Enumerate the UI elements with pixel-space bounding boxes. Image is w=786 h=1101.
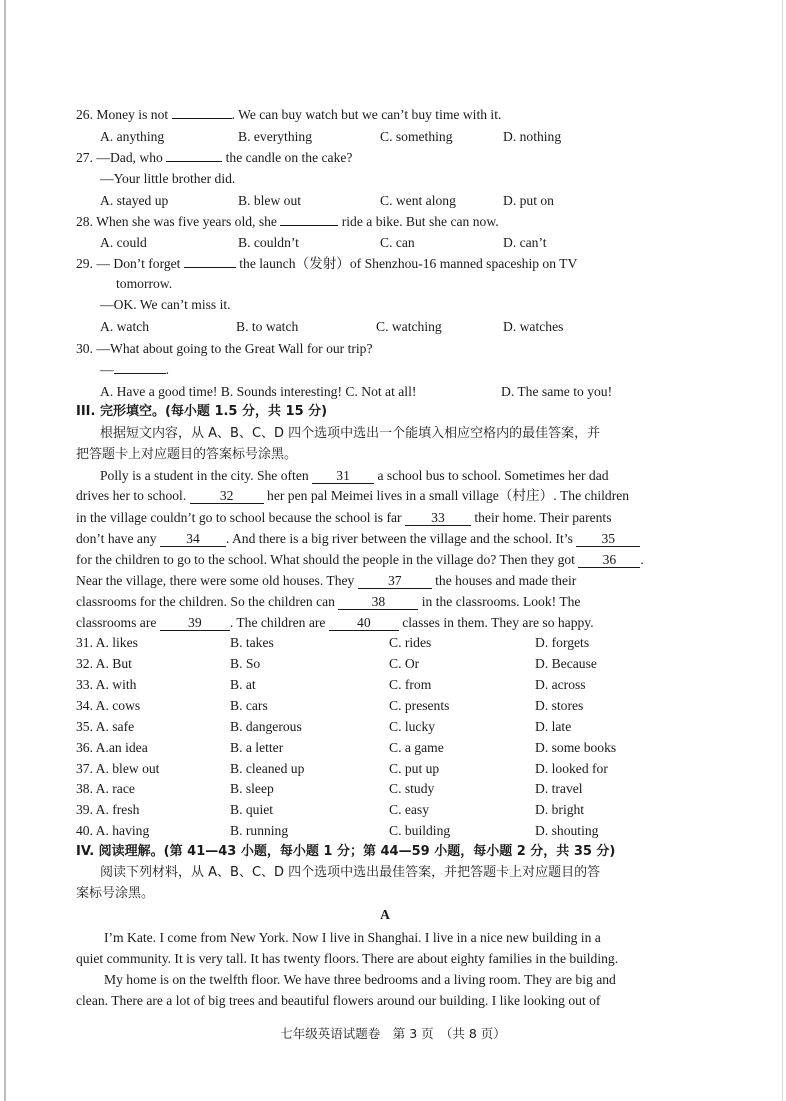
cloze-blank-34: 34 (160, 531, 226, 547)
q27-option-a: A. stayed up (100, 193, 169, 208)
answer-blank (280, 213, 338, 226)
question-29-line2: tomorrow. (116, 276, 173, 291)
cloze-option-d: D. across (535, 677, 586, 692)
page-footer: 七年级英语试题卷 第 3 页 （共 8 页） (280, 1026, 506, 1041)
question-30-reply: — . (100, 362, 169, 377)
q27-option-d: D. put on (503, 193, 554, 208)
q28-option-c: C. can (380, 235, 415, 250)
cloze-passage-line: classrooms are 39 . The children are 40 classes in them. They are so happy. (76, 615, 594, 630)
question-26-stem: 26. Money is not . We can buy watch but we can’t buy time with it. (76, 107, 502, 122)
cloze-passage-line: for the children to go to the school. What should the people in the village do? Then they got 36 . (76, 552, 644, 567)
cloze-option-a: 34. A. cows (76, 698, 141, 713)
q26-option-c: C. something (380, 129, 453, 144)
answer-blank (166, 149, 222, 162)
cloze-option-c: C. from (389, 677, 432, 692)
cloze-option-d: D. travel (535, 781, 583, 796)
passage-a-heading: A (380, 907, 390, 922)
q29-option-a: A. watch (100, 319, 150, 334)
cloze-option-d: D. looked for (535, 761, 608, 776)
cloze-blank-36: 36 (578, 552, 640, 568)
q27-option-b: B. blew out (238, 193, 302, 208)
cloze-option-a: 38. A. race (76, 781, 135, 796)
q27-option-c: C. went along (380, 193, 456, 208)
cloze-option-b: B. cleaned up (230, 761, 305, 776)
question-29-stem: 29. — Don’t forget the launch（发射）of Shenzhou-16 manned spaceship on TV (76, 256, 578, 271)
cloze-option-d: D. Because (535, 656, 597, 671)
cloze-passage-line: don’t have any 34 . And there is a big river between the village and the school. It’s 35 (76, 530, 640, 548)
cloze-blank-40: 40 (329, 615, 399, 631)
cloze-option-c: C. put up (389, 761, 440, 776)
section-3-instruction-line1: 根据短文内容，从 A、B、C、D 四个选项中选出一个能填入相应空格内的最佳答案，并 (100, 426, 601, 441)
cloze-option-c: C. rides (389, 635, 432, 650)
cloze-option-d: D. shouting (535, 823, 599, 838)
cloze-option-b: B. at (230, 677, 256, 692)
cloze-option-a: 31. A. likes (76, 635, 138, 650)
q28-option-b: B. couldn’t (238, 235, 299, 250)
section-3-instruction-line2: 把答题卡上对应题目的答案标号涂黑。 (76, 447, 298, 462)
q26-option-a: A. anything (100, 129, 165, 144)
q29-option-c: C. watching (376, 319, 442, 334)
cloze-option-c: C. easy (389, 802, 430, 817)
cloze-option-b: B. takes (230, 635, 274, 650)
cloze-option-d: D. some books (535, 740, 617, 755)
cloze-blank-31: 31 (312, 468, 374, 484)
cloze-option-d: D. forgets (535, 635, 590, 650)
cloze-blank-39: 39 (160, 615, 230, 631)
cloze-option-a: 36. A.an idea (76, 740, 148, 755)
section-4-instruction-line2: 案标号涂黑。 (76, 886, 155, 901)
cloze-option-a: 35. A. safe (76, 719, 135, 734)
q30-option-d: D. The same to you! (501, 384, 613, 399)
cloze-option-a: 40. A. having (76, 823, 150, 838)
cloze-blank-33: 33 (405, 510, 471, 526)
cloze-option-c: C. Or (389, 656, 420, 671)
cloze-option-a: 32. A. But (76, 656, 132, 671)
answer-blank (184, 255, 236, 268)
question-27-reply: —Your little brother did. (100, 171, 236, 186)
cloze-option-b: B. running (230, 823, 289, 838)
section-3-title: III. 完形填空。(每小题 1.5 分，共 15 分) (76, 404, 328, 419)
cloze-option-a: 39. A. fresh (76, 802, 140, 817)
question-28-stem: 28. When she was five years old, she ride a bike. But she can now. (76, 214, 499, 229)
cloze-option-c: C. study (389, 781, 435, 796)
cloze-option-b: B. So (230, 656, 261, 671)
passage-a-line: clean. There are a lot of big trees and beautiful flowers around our building. I like looking out of (76, 993, 601, 1008)
q28-option-d: D. can’t (503, 235, 547, 250)
q28-option-a: A. could (100, 235, 147, 250)
cloze-option-b: B. quiet (230, 802, 274, 817)
cloze-passage-line: classrooms for the children. So the children can 38 in the classrooms. Look! The (76, 594, 581, 609)
section-4-title: IV. 阅读理解。(第 41—43 小题，每小题 1 分；第 44—59 小题，每小题 2 分，共 35 分) (76, 844, 616, 859)
cloze-option-d: D. late (535, 719, 572, 734)
cloze-option-a: 33. A. with (76, 677, 137, 692)
cloze-option-b: B. cars (230, 698, 268, 713)
cloze-blank-38: 38 (338, 594, 418, 610)
cloze-blank-37: 37 (358, 573, 432, 589)
cloze-option-c: C. a game (389, 740, 444, 755)
question-30-stem: 30. —What about going to the Great Wall for our trip? (76, 341, 373, 356)
q26-option-b: B. everything (238, 129, 312, 144)
q29-option-d: D. watches (503, 319, 564, 334)
passage-a-line: I’m Kate. I come from New York. Now I live in Shanghai. I live in a nice new building in a (104, 930, 601, 945)
cloze-option-c: C. building (389, 823, 451, 838)
section-4-instruction-line1: 阅读下列材料，从 A、B、C、D 四个选项中选出最佳答案，并把答题卡上对应题目的答 (100, 865, 601, 880)
cloze-option-d: D. stores (535, 698, 584, 713)
cloze-option-c: C. presents (389, 698, 450, 713)
answer-blank (172, 106, 232, 119)
scan-edge-left (4, 0, 6, 1101)
question-29-reply: —OK. We can’t miss it. (100, 297, 231, 312)
cloze-option-a: 37. A. blew out (76, 761, 160, 776)
q26-option-d: D. nothing (503, 129, 562, 144)
answer-blank (114, 361, 166, 374)
cloze-blank-32: 32 (190, 488, 264, 504)
passage-a-line: My home is on the twelfth floor. We have three bedrooms and a living room. They are big and (104, 972, 616, 987)
cloze-passage-line: drives her to school. 32 her pen pal Meimei lives in a small village（村庄）. The children (76, 488, 630, 503)
q30-options-abc: A. Have a good time! B. Sounds interesting! C. Not at all! (100, 384, 417, 399)
cloze-option-d: D. bright (535, 802, 585, 817)
question-27-stem: 27. —Dad, who the candle on the cake? (76, 150, 353, 165)
cloze-option-c: C. lucky (389, 719, 436, 734)
cloze-passage-line: in the village couldn’t go to school because the school is far 33 their home. Their parents (76, 510, 612, 525)
cloze-option-b: B. a letter (230, 740, 284, 755)
cloze-option-b: B. dangerous (230, 719, 302, 734)
passage-a-line: quiet community. It is very tall. It has twenty floors. There are about eighty families in the building. (76, 951, 619, 966)
cloze-blank-35: 35 (576, 531, 640, 547)
cloze-passage-line: Polly is a student in the city. She often 31 a school bus to school. Sometimes her dad (100, 468, 609, 483)
scan-edge-right (782, 0, 783, 1101)
cloze-option-b: B. sleep (230, 781, 274, 796)
cloze-passage-line: Near the village, there were some old houses. They 37 the houses and made their (76, 573, 577, 588)
q29-option-b: B. to watch (236, 319, 299, 334)
